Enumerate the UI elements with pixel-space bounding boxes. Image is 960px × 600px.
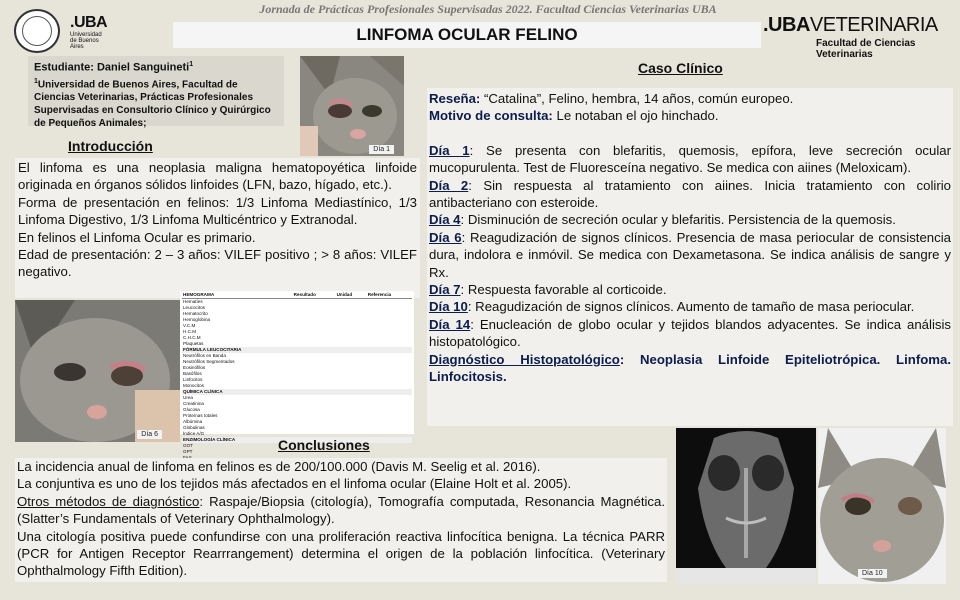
student-label: Estudiante: Daniel Sanguineti	[34, 61, 190, 74]
resena-line	[429, 90, 951, 107]
blood-table-grid	[182, 292, 412, 461]
table-cell: Globulinas	[183, 425, 205, 430]
uba-name: .UBA	[70, 14, 108, 31]
uba-seal-logo	[14, 9, 60, 53]
intro-p3: En felinos el Linfoma Ocular es primario.	[18, 229, 256, 245]
table-cell: Linfocitos	[183, 377, 203, 382]
intro-p1: El linfoma es una neoplasia maligna hematopoyética linfoide originada en órganos sólidos linfoides (LFN, bazo, hígado, etc.).	[18, 160, 417, 193]
day-text: : Sin respuesta al tratamiento con aiines. Inicia tratamiento con colirio antibacteriano con esteroide.	[429, 177, 951, 211]
intro-p2: Forma de presentación en felinos: 1/3 Linfoma Mediastínico, 1/3 Linfoma Digestivo, 1/3 Linfoma Multicéntrico y Extranodal.	[18, 194, 417, 228]
day-entry	[429, 177, 951, 212]
table-cell: C.H.C.M	[183, 335, 201, 340]
intro-p4: Edad de presentación: 2 – 3 años: VILEF positivo ; > 8 años: VILEF negativo.	[18, 247, 417, 280]
uba-veterinaria-brand	[763, 14, 938, 37]
affil-text: Universidad de Buenos Aires, Facultad de Ciencias Veterinarias, Prácticas Profesionales Supervisadas en Consultorio Clínico y Quirúrgico de Pequeños Animales;	[34, 78, 271, 129]
table-cell: Índice A/G	[183, 431, 205, 436]
motivo-line	[429, 107, 951, 124]
table-cell: Basófilos	[183, 371, 202, 376]
day-label: Día 7	[429, 282, 461, 298]
table-cell: Leucocitos	[183, 305, 205, 310]
concl-p4: Una citología positiva puede confundirse con una proliferación reactiva linfocítica benigna. La técnica PARR (PCR for Antigen Receptor Rearrrangement) determina el origen de la población linfocítica. (Veterinary Ophthalmology Fifth Edition).	[17, 528, 665, 579]
table-cell: Unidad	[336, 292, 367, 299]
table-cell: GOT	[183, 443, 193, 448]
student-name	[34, 58, 278, 75]
day-entry	[429, 316, 951, 351]
motivo-text: Le notaban el ojo hinchado.	[552, 108, 719, 124]
day-entry	[429, 281, 951, 298]
day-label: Día 14	[429, 316, 471, 332]
motivo-label: Motivo de consulta:	[429, 108, 553, 124]
day-entry	[429, 142, 951, 177]
day-entry	[429, 229, 951, 281]
student-info	[28, 56, 284, 129]
table-cell: Albúmina	[183, 419, 203, 424]
table-cell: Hematocrito	[183, 311, 208, 316]
faculty-name: Facultad de Ciencias Veterinarias	[816, 38, 916, 60]
uba-logo-text	[70, 14, 110, 50]
table-cell: Proteínas totales	[183, 413, 218, 418]
table-cell: Hemoglobina	[183, 317, 211, 322]
table-cell: Glucosa	[183, 407, 200, 412]
table-cell: ENZIMOLOGÍA CLÍNICA	[182, 437, 289, 443]
day-text: : Reagudización de signos clínicos. Aumento de tamaño de masa periocular.	[467, 299, 915, 315]
diagnosis-label: Diagnóstico Histopatológico	[429, 351, 620, 367]
table-cell: Hematíes	[183, 299, 203, 304]
brand-bold: .UBA	[763, 14, 810, 36]
day-text: : Disminución de secreción ocular y blefaritis. Persistencia de la quemosis.	[460, 212, 896, 228]
concl-p3-label: Otros métodos de diagnóstico	[17, 493, 200, 509]
conclusions-heading: Conclusiones	[278, 437, 370, 453]
event-line: Jornada de Prácticas Profesionales Supervisadas 2022. Facultad Ciencias Veterinarias UBA	[259, 2, 717, 16]
diagnosis-text: : Neoplasia Linfoide Epiteliotrópica. Linfoma. Linfocitosis.	[429, 351, 952, 385]
case-panel	[427, 88, 953, 426]
day-label: Día 2	[429, 177, 469, 193]
poster-title: LINFOMA OCULAR FELINO	[173, 22, 761, 48]
table-cell: H.C.M	[183, 329, 197, 334]
concl-p2: La conjuntiva es uno de los tejidos más afectados en el linfoma ocular (Elaine Holt et al. 2005).	[17, 476, 572, 492]
conclusions-panel	[15, 458, 667, 582]
photo-label-day1: Día 1	[369, 145, 394, 154]
table-cell: Monocitos	[183, 383, 204, 388]
day-label: Día 1	[429, 142, 470, 158]
intro-panel	[15, 158, 420, 298]
cat-photo-day6	[15, 300, 180, 442]
case-heading: Caso Clínico	[638, 60, 723, 76]
brand-rest: VETERINARIA	[809, 14, 938, 36]
intro-heading: Introducción	[68, 138, 153, 154]
day-label: Día 4	[429, 212, 461, 228]
table-cell: Neutrófilos Segmentados	[183, 359, 235, 364]
day-text: : Reagudización de signos clínicos. Presencia de masa periocular de consistencia dura, indolora e inmóvil. Se medica con Dexametasona. Se indica análisis de sangre y Rx.	[429, 229, 951, 280]
table-cell: Plaquetas	[183, 341, 204, 346]
table-cell: QUÍMICA CLÍNICA	[182, 389, 289, 395]
day-text: : Respuesta favorable al corticoide.	[460, 282, 667, 298]
resena-text: “Catalina”, Felino, hembra, 14 años, común europeo.	[480, 91, 794, 106]
day-entry	[429, 211, 951, 228]
photo-label-day10: Día 10	[858, 569, 887, 578]
cat-photo-day1	[300, 56, 404, 156]
concl-p1: La incidencia anual de linfoma en felinos es de 200/100.000 (Davis M. Seelig et al. 2016).	[17, 459, 541, 474]
day-entry	[429, 298, 951, 315]
resena-label: Reseña:	[429, 91, 481, 106]
day-text: : Se presenta con blefaritis, quemosis, epífora, leve secreción ocular mucopurulenta. Test de Fluoresceína negativo. Se medica con aiines (Meloxicam).	[429, 142, 951, 176]
table-cell: GPT	[183, 449, 193, 454]
cat-photo-day10	[818, 428, 946, 584]
table-cell: FÓRMULA LEUCOCITARIA	[182, 347, 289, 353]
diagnosis-line	[429, 351, 951, 386]
uba-subtitle: Universidad de Buenos Aires	[70, 32, 102, 50]
table-cell: Creatinina	[183, 401, 204, 406]
day-label: Día 10	[429, 299, 468, 315]
table-cell: Eosinófilos	[183, 365, 206, 370]
affil-sup: 1	[34, 77, 38, 85]
table-cell: Referencia	[367, 292, 412, 299]
table-cell: HEMOGRAMA	[182, 292, 289, 299]
table-cell: Urea	[183, 395, 193, 400]
xray-image	[676, 428, 816, 584]
concl-p3	[17, 493, 665, 528]
concl-p3-text: : Raspaje/Biopsia (citología), Tomografía computada, Resonancia Magnética. (Slatter’s Fundamentals of Veterinary Ophthalmology).	[17, 493, 666, 527]
student-sup: 1	[189, 61, 194, 68]
table-cell: V.C.M	[183, 323, 196, 328]
table-cell: Resultado	[293, 292, 336, 299]
day-text: : Enucleación de globo ocular y tejidos blandos adyacentes. Se indica análisis histopatológico.	[429, 316, 951, 350]
photo-label-day6: Día 6	[137, 430, 162, 439]
student-affiliation	[34, 75, 278, 130]
table-cell: Neutrófilos en Banda	[183, 353, 226, 358]
day-label: Día 6	[429, 229, 462, 245]
